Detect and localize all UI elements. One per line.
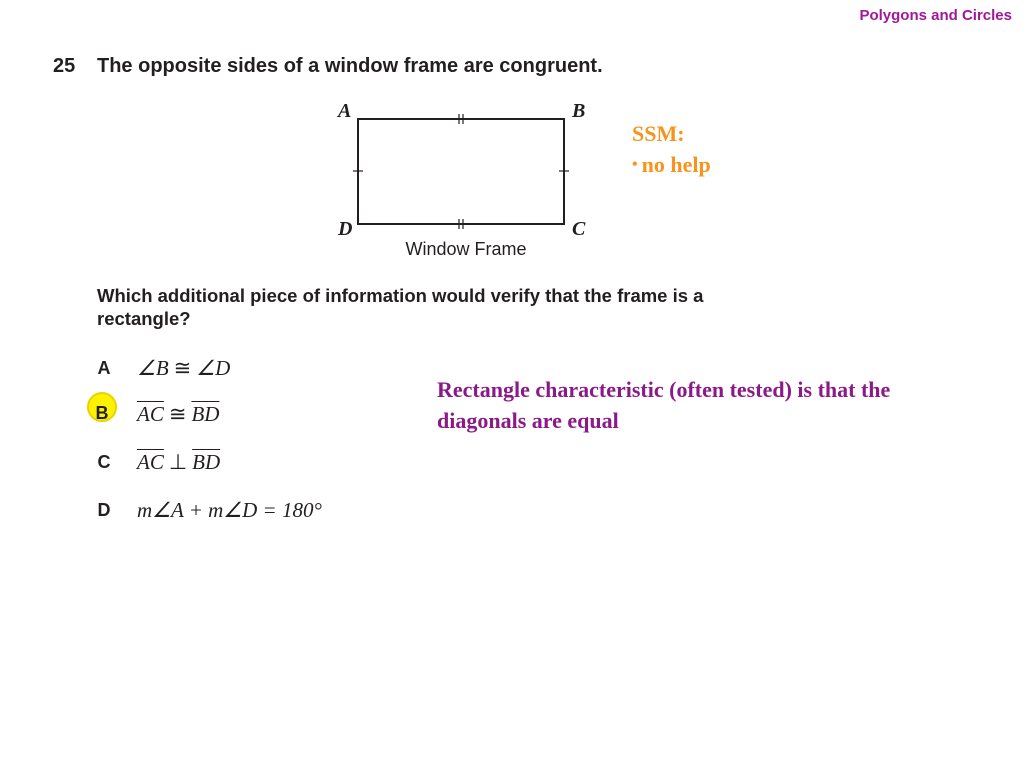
- question-number: 25: [53, 55, 76, 77]
- expr-relation: ⊥: [168, 449, 188, 474]
- segment-bd: $\overline{BD}$: [191, 401, 220, 426]
- window-frame-figure: [330, 95, 600, 270]
- question-prompt: Which additional piece of information would verify that the frame is a rectangle?: [97, 285, 704, 329]
- question-stem: The opposite sides of a window frame are congruent.: [97, 55, 603, 77]
- double-tick-marks: [459, 114, 463, 229]
- choice-expression: m∠A + m∠D = 180°: [137, 497, 322, 522]
- choice-letter: D: [97, 499, 111, 520]
- answer-choice-c[interactable]: [97, 447, 220, 477]
- expr-relation: ≅: [168, 401, 187, 426]
- choice-letter-wrap: [97, 358, 137, 379]
- rectangle-diagram: [330, 95, 600, 270]
- bullet-icon: •: [632, 156, 638, 173]
- answer-choice-b[interactable]: [97, 399, 219, 429]
- answer-choice-d[interactable]: [97, 495, 322, 525]
- choice-expression: [137, 356, 230, 381]
- choice-letter: C: [97, 451, 111, 472]
- ssm-note-bullet: [632, 149, 711, 180]
- choice-letter: A: [97, 357, 111, 378]
- ssm-note-bullet-text: no help: [641, 152, 711, 177]
- frame-rectangle: [358, 119, 564, 224]
- choice-letter-wrap: [97, 452, 137, 473]
- ssm-note: [632, 118, 711, 180]
- expr-relation: ≅: [173, 355, 192, 380]
- vertex-label-b: B: [572, 100, 586, 122]
- vertex-label-a: A: [338, 100, 352, 122]
- segment-ac: $\overline{AC}$: [137, 401, 164, 426]
- segment-ac: $\overline{AC}$: [137, 449, 164, 474]
- choice-expression: [137, 450, 220, 475]
- ssm-note-title: SSM:: [632, 121, 685, 146]
- answer-choice-a[interactable]: [97, 353, 230, 383]
- expr-left: ∠B: [137, 355, 169, 380]
- segment-bd: $\overline{BD}$: [192, 449, 221, 474]
- vertex-label-d: D: [338, 218, 353, 240]
- vertex-label-c: C: [572, 218, 586, 240]
- explanation-note: Rectangle characteristic (often tested) is that the diagonals are equal: [437, 377, 891, 433]
- figure-caption: Window Frame: [405, 239, 527, 259]
- choice-letter: B: [95, 402, 109, 423]
- choice-expression: [137, 402, 219, 427]
- choice-letter-wrap: [97, 404, 137, 425]
- expr-right: ∠D: [196, 355, 231, 380]
- choice-letter-wrap: [97, 500, 137, 521]
- slide-header-title: Polygons and Circles: [859, 7, 1012, 24]
